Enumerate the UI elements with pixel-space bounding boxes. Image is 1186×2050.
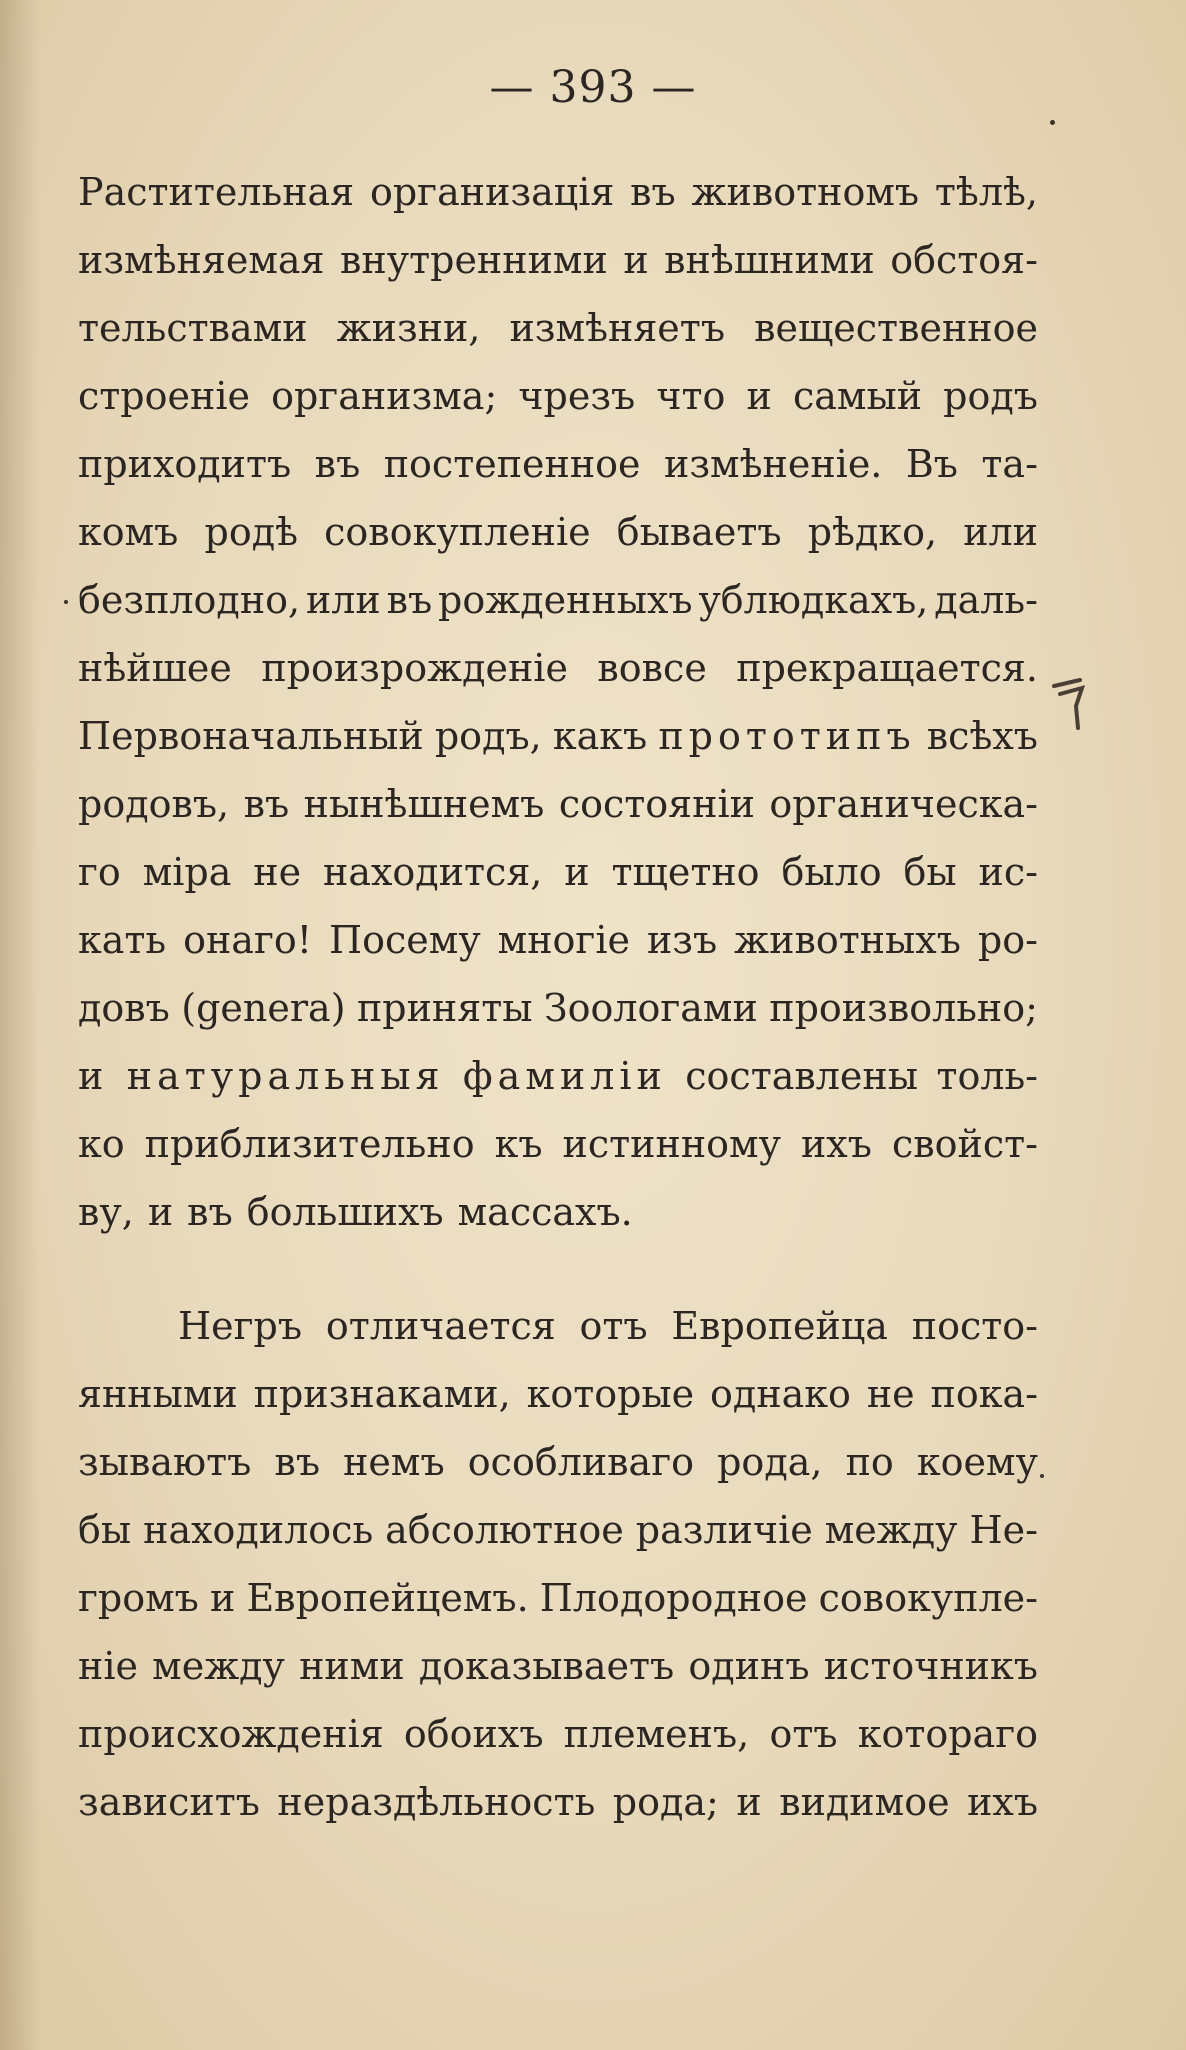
- text-line: [78, 1632, 1038, 1700]
- word: Первоначальный: [78, 714, 424, 758]
- word: и: [147, 1190, 174, 1234]
- word: въ: [314, 442, 361, 486]
- word: многіе: [497, 918, 630, 962]
- word: большихъ: [246, 1190, 444, 1234]
- word: обстоя-: [890, 238, 1038, 282]
- word: состояніи: [558, 782, 755, 826]
- word: зависитъ: [78, 1780, 260, 1824]
- word: не: [253, 850, 302, 894]
- text-line: [78, 1292, 1038, 1360]
- text-line: [78, 906, 1038, 974]
- word: внѣшними: [664, 238, 875, 282]
- word: прототипъ: [658, 714, 916, 758]
- word: или: [305, 578, 381, 622]
- word: отъ: [769, 1712, 838, 1756]
- word: комъ: [78, 510, 179, 554]
- ink-speck: [1040, 1474, 1044, 1478]
- word: въ: [274, 1440, 320, 1484]
- text-line: [78, 1496, 1038, 1564]
- text-line: [78, 1564, 1038, 1632]
- word: Зоологами: [543, 986, 758, 1030]
- word: чрезъ: [518, 374, 636, 418]
- word: организма;: [271, 374, 498, 418]
- word: измѣняемая: [78, 238, 325, 282]
- word: отъ: [579, 1304, 648, 1348]
- word: въ: [630, 170, 676, 214]
- word: въ: [187, 1190, 233, 1234]
- word: ихъ: [800, 1122, 872, 1166]
- word: организація: [369, 170, 615, 214]
- text-line: [78, 362, 1038, 430]
- margin-pencil-mark-icon: [1050, 676, 1090, 736]
- word: по: [845, 1440, 894, 1484]
- word: ними: [299, 1644, 405, 1688]
- text-line: [78, 294, 1038, 362]
- paragraph-2: [78, 1292, 1038, 1836]
- word: довъ: [78, 986, 170, 1030]
- word: животныхъ: [734, 918, 961, 962]
- spine-shadow: [0, 0, 40, 2050]
- word: міра: [142, 850, 232, 894]
- word: Плодородное: [539, 1576, 808, 1620]
- word: истинному: [562, 1122, 781, 1166]
- word: и: [564, 850, 590, 894]
- word: особливаго: [467, 1440, 694, 1484]
- word: массахъ.: [457, 1190, 633, 1234]
- word: громъ: [78, 1576, 199, 1620]
- word: нынѣшнемъ: [303, 782, 545, 826]
- word: го: [78, 850, 121, 894]
- ink-speck: [1050, 120, 1055, 125]
- text-line: [78, 838, 1038, 906]
- text-line: [78, 702, 1038, 770]
- word: вовсе: [597, 646, 707, 690]
- word: источникъ: [823, 1644, 1038, 1688]
- text-line: [78, 430, 1038, 498]
- word: (genera): [181, 986, 346, 1030]
- word: Не-: [969, 1508, 1038, 1552]
- text-line: [78, 1700, 1038, 1768]
- word: ихъ: [967, 1780, 1038, 1824]
- word: родъ,: [434, 714, 542, 758]
- text-line: [78, 1360, 1038, 1428]
- word: зываютъ: [78, 1440, 252, 1484]
- text-line: [78, 1042, 1038, 1110]
- word: между: [824, 1508, 958, 1552]
- text-line: [78, 158, 1038, 226]
- word: та-: [981, 442, 1038, 486]
- word: ніе: [78, 1644, 138, 1688]
- word: и: [623, 238, 649, 282]
- word: нѣйшее: [78, 646, 232, 690]
- word: совокупле-: [818, 1576, 1038, 1620]
- word: толь-: [936, 1054, 1038, 1098]
- word: какъ: [552, 714, 648, 758]
- word: ко: [78, 1122, 125, 1166]
- word: тѣлѣ,: [934, 170, 1038, 214]
- word: Посему: [328, 918, 481, 962]
- word: происхожденія: [78, 1712, 384, 1756]
- word: бы: [903, 850, 957, 894]
- word: котораго: [857, 1712, 1038, 1756]
- text-line: [78, 974, 1038, 1042]
- word: одинъ: [688, 1644, 810, 1688]
- word: доказываетъ: [418, 1644, 675, 1688]
- text-line: [78, 498, 1038, 566]
- word: отличается: [325, 1304, 556, 1348]
- word: вещественное: [754, 306, 1038, 350]
- word: ублюдкахъ,: [698, 578, 929, 622]
- word: въ: [243, 782, 290, 826]
- word: не: [866, 1372, 915, 1416]
- word: или: [963, 510, 1038, 554]
- paragraph-1: [78, 158, 1038, 1246]
- word: рожденныхъ: [438, 578, 693, 622]
- word: и: [78, 1054, 109, 1098]
- word: всѣхъ: [926, 714, 1038, 758]
- word: совокупленіе: [324, 510, 591, 554]
- word: рѣдко,: [807, 510, 938, 554]
- word: ву,: [78, 1190, 134, 1234]
- word: измѣняетъ: [509, 306, 725, 350]
- ink-speck: [64, 600, 68, 604]
- word: немъ: [343, 1440, 445, 1484]
- word: янными: [78, 1372, 238, 1416]
- text-line: [78, 1178, 1038, 1246]
- word: органическа-: [769, 782, 1038, 826]
- word: коему: [916, 1440, 1038, 1484]
- word: тельствами: [78, 306, 308, 350]
- word: рода;: [612, 1780, 719, 1824]
- word: Растительная: [78, 170, 355, 214]
- word: натуральныя: [126, 1054, 445, 1098]
- word: Европейцемъ.: [246, 1576, 529, 1620]
- text-line: [78, 1110, 1038, 1178]
- word: рода,: [717, 1440, 823, 1484]
- page-number: — 393 —: [489, 62, 697, 113]
- word: Въ: [905, 442, 958, 486]
- word: которые: [526, 1372, 695, 1416]
- word: къ: [494, 1122, 543, 1166]
- word: и: [736, 1780, 762, 1824]
- word: и: [209, 1576, 236, 1620]
- text-line: [78, 566, 1038, 634]
- word: тщетно: [611, 850, 760, 894]
- word: жизни,: [336, 306, 481, 350]
- word: фамиліи: [462, 1054, 667, 1098]
- text-line: [78, 226, 1038, 294]
- text-line: [78, 634, 1038, 702]
- word: различіе: [635, 1508, 813, 1552]
- word: свойст-: [891, 1122, 1038, 1166]
- word: находилось: [143, 1508, 374, 1552]
- word: составлены: [685, 1054, 918, 1098]
- word: приняты: [356, 986, 533, 1030]
- word: обоихъ: [403, 1712, 544, 1756]
- word: родовъ,: [78, 782, 230, 826]
- word: Европейца: [671, 1304, 888, 1348]
- text-line: [78, 770, 1038, 838]
- word: однако: [710, 1372, 851, 1416]
- word: приходитъ: [78, 442, 292, 486]
- word: приблизительно: [144, 1122, 475, 1166]
- word: прекращается.: [736, 646, 1038, 690]
- word: даль-: [934, 578, 1038, 622]
- word: Негръ: [178, 1304, 303, 1348]
- word: произрожденіе: [261, 646, 568, 690]
- word: изъ: [646, 918, 718, 962]
- word: онаго!: [183, 918, 313, 962]
- word: животномъ: [691, 170, 920, 214]
- word: родъ: [943, 374, 1038, 418]
- word: нераздѣльность: [277, 1780, 596, 1824]
- word: посто-: [911, 1304, 1038, 1348]
- word: бываетъ: [616, 510, 782, 554]
- word: абсолютное: [385, 1508, 624, 1552]
- word: въ: [386, 578, 433, 622]
- word: постепенное: [383, 442, 641, 486]
- word: внутренними: [340, 238, 608, 282]
- word: строеніе: [78, 374, 250, 418]
- word: кать: [78, 918, 167, 962]
- word: видимое: [779, 1780, 950, 1824]
- word: произвольно;: [769, 986, 1038, 1030]
- word: племенъ,: [563, 1712, 750, 1756]
- word: бы: [78, 1508, 132, 1552]
- word: было: [781, 850, 882, 894]
- word: что: [656, 374, 726, 418]
- word: находится,: [323, 850, 543, 894]
- word: и: [746, 374, 772, 418]
- word: ис-: [978, 850, 1038, 894]
- word: родѣ: [204, 510, 299, 554]
- word: пока-: [930, 1372, 1038, 1416]
- text-line: [78, 1428, 1038, 1496]
- word: самый: [792, 374, 923, 418]
- word: ро-: [977, 918, 1038, 962]
- word: измѣненіе.: [664, 442, 883, 486]
- word: признаками,: [253, 1372, 511, 1416]
- text-line: [78, 1768, 1038, 1836]
- word: безплодно,: [78, 578, 301, 622]
- word: между: [152, 1644, 285, 1688]
